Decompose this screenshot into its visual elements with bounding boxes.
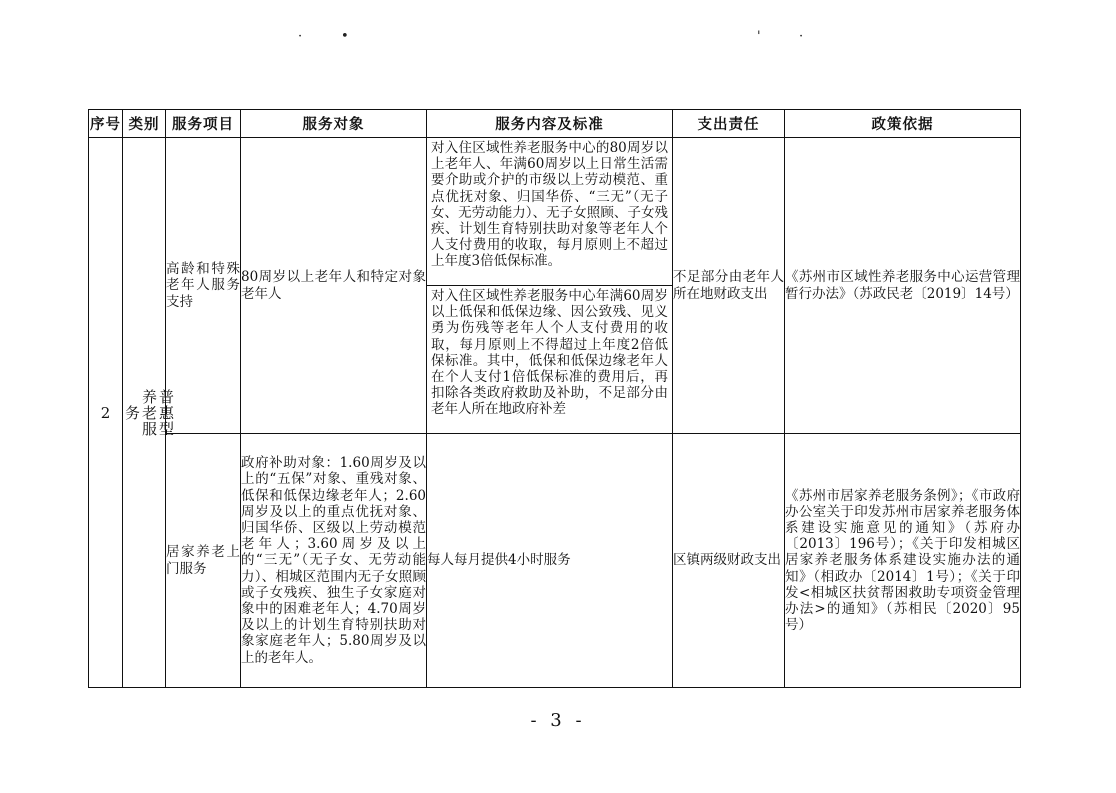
header-content: 服务内容及标准 — [427, 110, 673, 138]
content-text: 对入住区域性养老服务中心年满60周岁以上低保和低保边缘、因公致残、见义勇为伤残等老年人个人支付费用的收取，每月原则上不得超过上年度2倍低保标准。其中，低保和低保边缘老年人在个人支付1倍低保标准的费用后，再扣除各类政府救助及补助，不足部分由老年人所在地政府补差 — [427, 285, 672, 420]
target-text: 政府补助对象：1.60周岁及以上的“五保”对象、重残对象、低保和低保边缘老年人；2.60周岁及以上的重点优抚对象、归国华侨、区级以上劳动模范老年人；3.60周岁及以上的“三无”（无子女、无劳动能力）、相城区范围内无子女照顾或子女残疾、独生子女家庭对象中的困难老年人；4.70周岁及以上的计划生育特别扶助对象家庭老年人；5.80周岁及以上的老年人。 — [241, 455, 426, 666]
policy-text: 《苏州市居家养老服务条例》；《市政府办公室关于印发苏州市居家养老服务体系建设实施意见的通知》（苏府办〔2013〕196号）；《关于印发相城区居家养老服务体系建设实施办法的通知》（相政办〔2014〕1号）；《关于印发<相城区扶贫帮困救助专项资金管理办法>的通知》（苏相民〔2020〕95号） — [785, 487, 1020, 634]
header-responsibility: 支出责任 — [673, 110, 785, 138]
header-project: 服务项目 — [166, 110, 241, 138]
table-header-row — [89, 110, 1021, 138]
target-text: 80周岁以上老年人和特定对象老年人 — [241, 269, 426, 302]
content-cell — [427, 434, 673, 688]
row-category — [123, 138, 175, 688]
policy-cell — [785, 138, 1021, 434]
content-text: 对入住区域性养老服务中心的80周岁以上老年人、年满60周岁以上日常生活需要介助或介护的市级以上劳动模范、重点优抚对象、归国华侨、“三无”（无子女、无劳动能力）、无子女照顾、子女残疾、计划生育特别扶助对象等老年人个人支付费用的收取，每月原则上不超过上年度3倍低保标准。 — [431, 140, 668, 270]
policy-text: 《苏州市区域性养老服务中心运营管理暂行办法》（苏政民老〔2019〕14号） — [785, 269, 1020, 302]
scan-mark: · — [298, 29, 303, 44]
row-index-text: 2 — [100, 404, 111, 422]
row-category-text: 普惠型养老服务 — [123, 388, 175, 437]
page-number: - 3 - — [530, 710, 586, 731]
responsibility-text: 不足部分由老年人所在地财政支出 — [673, 269, 784, 302]
scan-mark: • — [341, 29, 349, 44]
responsibility-cell — [673, 138, 785, 434]
header-index: 序号 — [89, 110, 123, 138]
content-text: 每人每月提供4小时服务 — [427, 552, 571, 569]
target-cell — [241, 138, 427, 434]
project-cell — [166, 434, 241, 688]
scan-mark: ' — [757, 29, 761, 44]
table-row — [89, 138, 1021, 434]
policy-cell — [785, 434, 1021, 688]
project-text: 高龄和特殊老年人服务支持 — [166, 261, 240, 310]
scan-mark: · — [799, 29, 804, 44]
table-row — [89, 434, 1021, 688]
header-target: 服务对象 — [241, 110, 427, 138]
header-policy: 政策依据 — [785, 110, 1021, 138]
service-table — [88, 109, 1021, 688]
content-cell — [427, 138, 673, 434]
header-category: 类别 — [123, 110, 166, 138]
project-text: 居家养老上门服务 — [166, 544, 240, 577]
target-cell — [241, 434, 427, 688]
responsibility-text: 区镇两级财政支出 — [673, 552, 781, 569]
project-cell — [166, 138, 241, 434]
row-index — [89, 138, 123, 688]
responsibility-cell — [673, 434, 785, 688]
